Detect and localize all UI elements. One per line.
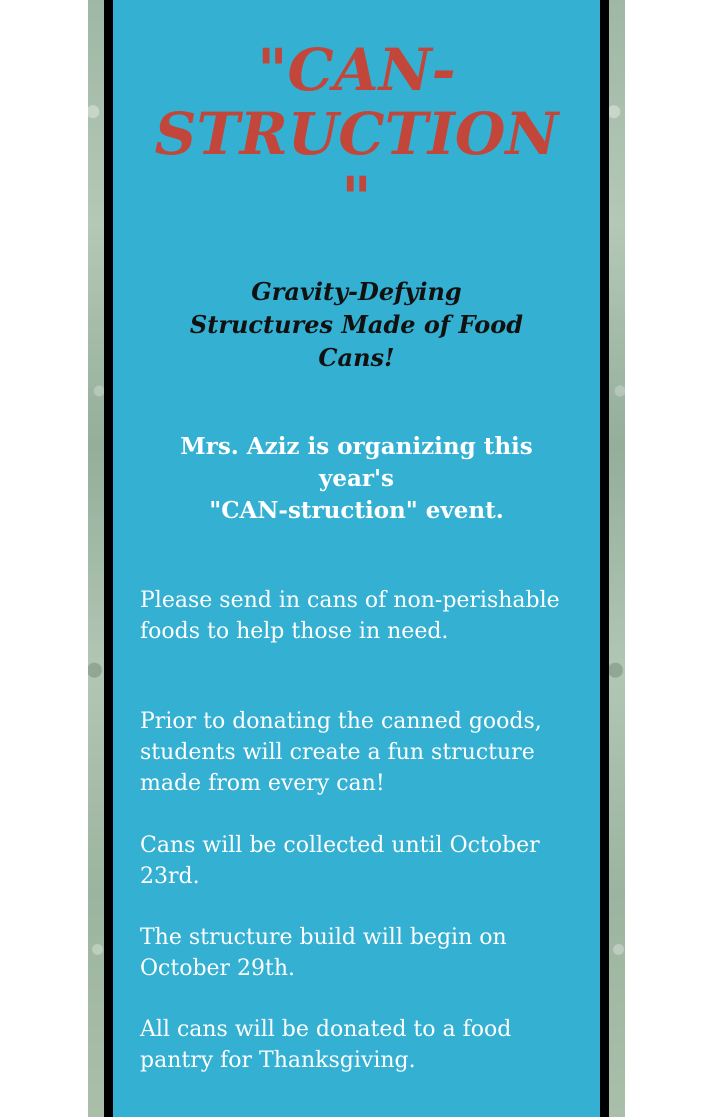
title-line-1: "CAN- [257,36,456,104]
paragraph-collection-deadline: Cans will be collected until October 23rd. [140,833,540,889]
organizer-line-3: "CAN-struction" event. [209,497,504,524]
marble-border-right [609,0,625,1117]
subtitle-line-2: Structures Made of Food [189,310,524,339]
subtitle-line-1: Gravity-Defying [251,277,462,306]
paragraph-donation-destination: All cans will be donated to a food pantry for Thanksgiving. [140,1017,512,1073]
subtitle-line-3: Cans! [318,343,395,372]
title-line-3: " [341,164,372,232]
paragraph-build-date: The structure build will begin on October 29th. [140,925,507,981]
title-line-2: STRUCTION [154,100,559,168]
flyer-panel [113,0,600,1117]
organizer-line-2: year's [318,465,394,492]
organizer-line-1: Mrs. Aziz is organizing this [180,433,533,460]
paragraph-donation-request: Please send in cans of non-perishable foods to help those in need. [140,588,560,644]
paragraph-structure-info: Prior to donating the canned goods, students will create a fun structure made from every can! [140,709,542,796]
organizer-heading [153,431,560,527]
page-subtitle [153,275,560,374]
page-title [113,38,600,230]
marble-border-left [88,0,104,1117]
